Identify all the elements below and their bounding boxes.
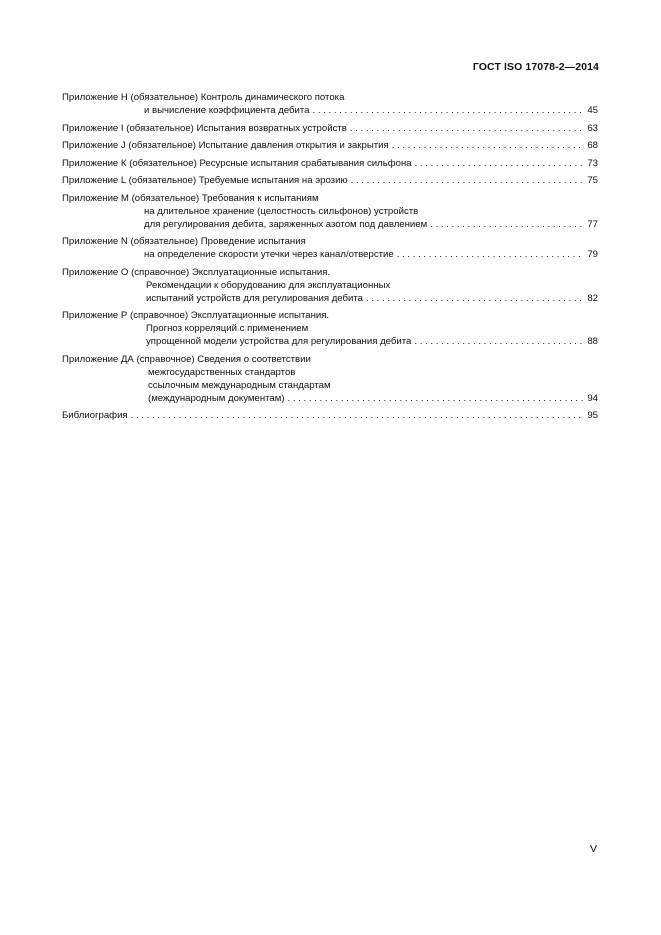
toc-entry-title-continued: упрощенной модели устройства для регулирования дебита [146,336,412,347]
toc-entry-appendix-m [62,192,598,231]
dot-leader [430,218,583,231]
toc-entry-title: Приложение I (обязательное) Испытания возвратных устройств [62,122,347,134]
toc-page-number: 68 [587,140,598,151]
toc-entry-bibliography [62,409,598,422]
toc-entry-title: Приложение J (обязательное) Испытание давления открытия и закрытия [62,140,389,151]
toc-entry-appendix-n [62,235,598,261]
toc-entry-title-continued: для регулирования дебита, заряженных азотом под давлением [144,218,428,230]
toc-entry-title-continued: на определение скорости утечки через канал/отверстие [144,249,394,260]
toc-entry-title: Приложение ДА (справочное) Сведения о соответствии [62,353,311,365]
dot-leader [350,122,583,135]
toc-entry-title: Приложение N (обязательное) Проведение испытания [62,236,306,247]
toc-entry-title: Приложение Р (справочное) Эксплуатационные испытания. [62,310,330,321]
toc-page-number: 45 [587,105,598,116]
toc-page-number: 88 [587,336,598,347]
dot-leader [313,104,583,117]
toc-entry-appendix-i [62,122,598,135]
toc-page-number: 94 [587,392,598,404]
toc-entry-appendix-p [62,309,598,348]
toc-page-number: 75 [587,175,598,186]
dot-leader [366,292,583,305]
toc-page-number: 73 [587,157,598,169]
toc-entry-title: Библиография [62,410,128,421]
dot-leader [288,392,583,405]
toc-entry-title: Приложение К (обязательное) Ресурсные испытания срабатывания сильфона [62,157,412,169]
toc-entry-title: Приложение L (обязательное) Требуемые испытания на эрозию [62,175,348,186]
toc-entry-title-continued: ссылочным международным стандартам [148,379,331,391]
toc-entry-appendix-da [62,353,598,405]
toc-entry-title: Приложение М (обязательное) Требования к испытаниям [62,192,319,204]
toc-entry-appendix-j [62,139,598,152]
dot-leader [392,139,583,152]
toc-entry-appendix-h [62,91,598,117]
toc-entry-title-continued: испытаний устройств для регулирования дебита [146,292,363,304]
table-of-contents [62,91,598,427]
toc-page-number: 77 [587,218,598,230]
toc-entry-title-continued: (международным документам) [148,392,285,404]
toc-entry-title-continued: Прогноз корреляций с применением [146,323,309,334]
page-number: V [589,843,597,855]
dot-leader [415,157,583,170]
dot-leader [351,174,583,187]
toc-entry-title-continued: Рекомендации к оборудованию для эксплуатационных [146,279,391,291]
toc-page-number: 79 [587,249,598,260]
toc-entry-title: Приложение О (справочное) Эксплуатационные испытания. [62,266,331,278]
dot-leader [397,248,583,261]
document-header: ГОСТ ISO 17078-2—2014 [472,61,599,73]
toc-entry-appendix-l [62,174,598,187]
toc-page-number: 63 [587,122,598,134]
toc-entry-title: Приложение H (обязательное) Контроль динамического потока [62,92,345,103]
toc-page-number: 95 [587,410,598,421]
toc-entry-title-continued: межгосударственных стандартов [148,366,296,378]
toc-page-number: 82 [587,292,598,304]
toc-entry-appendix-k [62,157,598,170]
toc-entry-title-continued: и вычисление коэффициента дебита [144,105,310,116]
dot-leader [414,335,583,348]
dot-leader [131,409,583,422]
toc-entry-title-continued: на длительное хранение (целостность сильфонов) устройств [144,205,419,217]
toc-entry-appendix-o [62,266,598,305]
